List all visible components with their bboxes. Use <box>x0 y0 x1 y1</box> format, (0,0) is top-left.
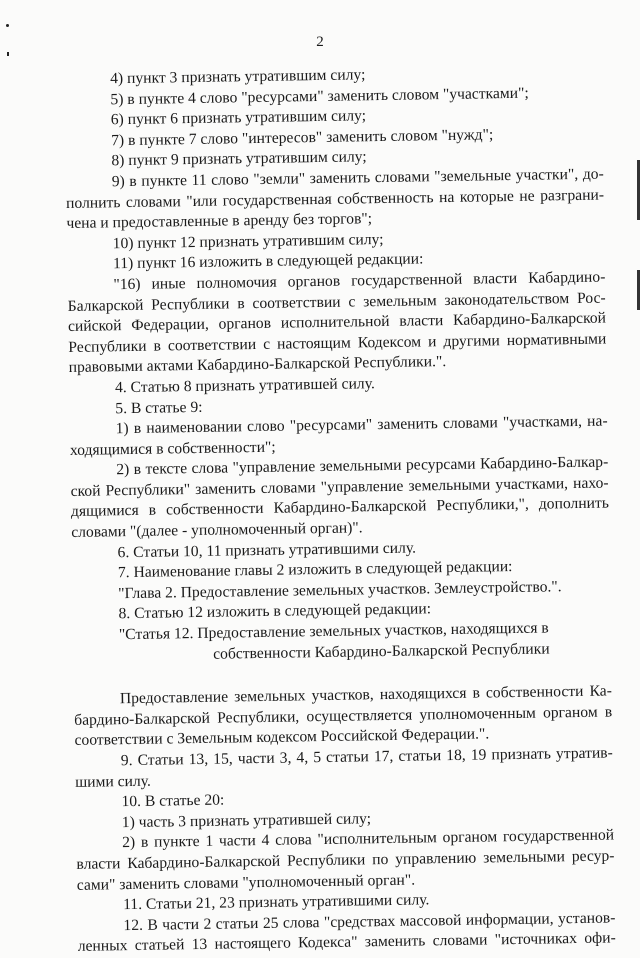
text-line: соответствии с Земельным кодексом Российской Федерации.". <box>74 725 490 750</box>
text-line: 1) часть 3 признать утратившей силу; <box>121 810 372 831</box>
text-line: сами" заменить словами "уполномоченный орган". <box>76 871 416 894</box>
text-line: 6) пункт 6 признать утратившим силу; <box>110 107 367 129</box>
text-line: Республики в соответствии с настоящим Кодексом и другими нормативными <box>68 330 607 356</box>
text-line: "Глава 2. Предоставление земельных участков. Землеустройство.". <box>118 578 562 603</box>
text-line: шими силу. <box>75 772 151 791</box>
text-line: 11) пункт 16 изложить в следующей редакции: <box>112 250 424 273</box>
text-line: Балкарской Республики в соответствии с земельным законодательством Рос- <box>67 289 606 315</box>
text-line: 1) в наименовании слово "ресурсами" заменить словами "участками, на- <box>115 412 608 438</box>
text-line: 5) в пункте 4 слово "ресурсами" заменить словом "участками"; <box>110 84 529 108</box>
text-line: 10) пункт 12 признать утратившим силу; <box>112 230 384 253</box>
document-body <box>64 62 616 958</box>
text-line: 7) в пункте 7 слово "интересов" заменить словом "нужд"; <box>110 126 494 150</box>
text-line: сийской Федерации, органов исполнительной власти Кабардино-Балкарской <box>67 309 607 336</box>
scan-mark <box>7 52 9 56</box>
scan-mark <box>6 24 9 27</box>
text-line: 11. Статьи 21, 23 признать утратившими силу. <box>122 891 430 914</box>
text-line: правовыми актами Кабардино-Балкарской Республики.". <box>68 353 447 377</box>
text-line: словами "(далее - уполномоченный орган)". <box>71 519 363 542</box>
text-line: "Статья 12. Предоставление земельных участков, находящихся в <box>118 619 549 644</box>
text-line: 12. В части 2 статьи 25 слова "средствах массовой информации, установ- <box>123 909 616 934</box>
text-line: полнить словами "или государственная собственность на которые не разграни- <box>65 186 605 212</box>
text-line: 2) в пункте 1 части 4 слова "исполнительным органом государственной <box>122 826 615 852</box>
text-line: 4) пункт 3 признать утратившим силу; <box>110 66 366 88</box>
text-line: дящимися в собственности Кабардино-Балкарской Республики,", дополнить <box>70 494 610 521</box>
text-line: 10. В статье 20: <box>121 791 225 811</box>
text-line: бардино-Балкарской Республики, осуществляется уполномоченным органом в <box>74 703 613 729</box>
text-line: 2) в тексте слова "управление земельными ресурсами Кабардино-Балкар- <box>116 453 609 479</box>
text-line: 9. Статьи 13, 15, части 3, 4, 5 статьи 17, статьи 18, 19 признать утратив- <box>120 744 613 770</box>
text-line: 7. Наименование главы 2 изложить в следующей редакции: <box>117 558 513 582</box>
text-line: 5. В статье 9: <box>115 398 203 417</box>
page-number: 2 <box>316 34 324 50</box>
text-line: ской Республики" заменить словами "управление земельными участками, нахо- <box>70 474 609 500</box>
text-line: ленных статьей 13 настоящего Кодекса" заменить словами "источниках офи- <box>77 929 616 956</box>
text-line: собственности Кабардино-Балкарской Республики <box>213 640 550 663</box>
text-line: 8) пункт 9 признать утратившим силу; <box>111 148 367 170</box>
text-line: "16) иные полномочия органов государственной власти Кабардино- <box>113 268 606 294</box>
text-line: чена и предоставленные в аренду без торгов"; <box>66 210 373 233</box>
text-line: 8. Статью 12 изложить в следующей редакции: <box>118 600 432 623</box>
text-line: 6. Статьи 10, 11 признать утратившими силу. <box>117 539 417 561</box>
text-line: 4. Статью 8 признать утратившей силу. <box>114 375 375 397</box>
text-line: 9) в пункте 11 слово "земли" заменить словами "земельные участки", до- <box>111 165 604 191</box>
text-line: ходящимися в собственности"; <box>69 438 276 459</box>
text-line: власти Кабардино-Балкарской Республики по управлению земельными ресур- <box>76 847 615 873</box>
text-line: Предоставление земельных участков, находящихся в собственности Ка- <box>119 682 612 708</box>
